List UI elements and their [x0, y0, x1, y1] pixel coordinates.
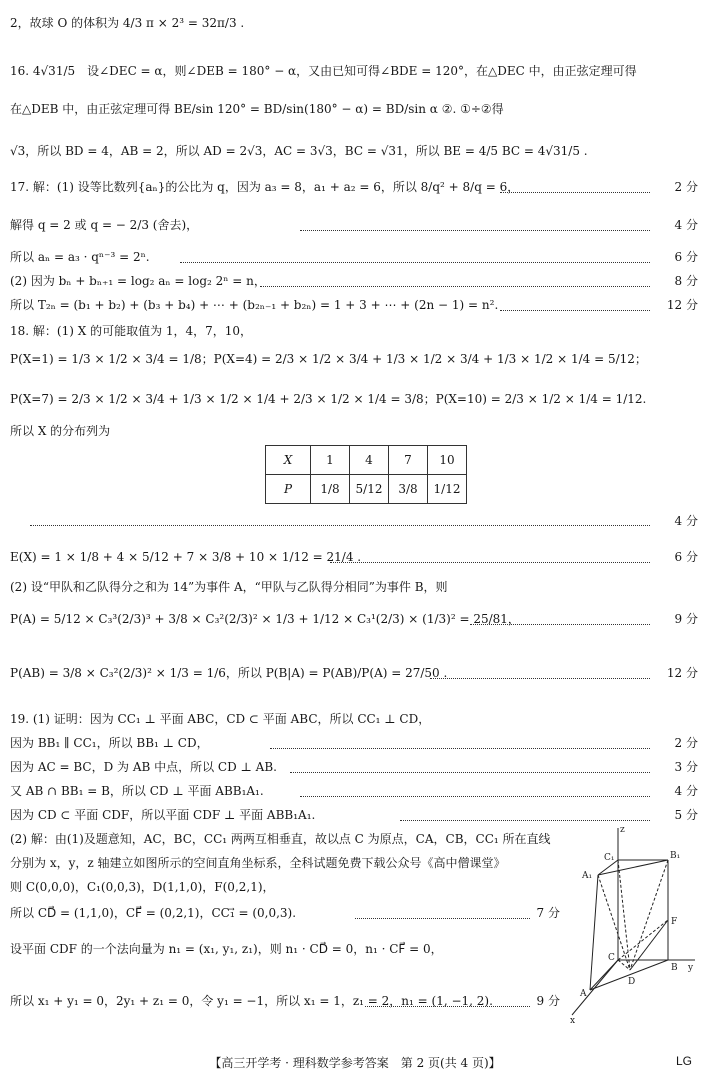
label-a1: A₁: [582, 871, 593, 881]
text-line: 所以 CD⃗ = (1,1,0)，CF⃗ = (0,2,1)，CC₁⃗ = (0,0,3).: [10, 906, 297, 920]
text-line: 则 C(0,0,0)，C₁(0,0,3)，D(1,1,0)，F(0,2,1)，: [10, 880, 275, 894]
score-label: 7 分: [531, 904, 560, 922]
score-label: 9 分: [669, 610, 698, 628]
text-line: 设平面 CDF 的一个法向量为 n₁ = (x₁, y₁, z₁)，则 n₁ · CD⃗ = 0，n₁ · CF⃗ = 0，: [10, 942, 443, 956]
table-cell: 1/8: [311, 475, 350, 504]
table-cell: 5/12: [350, 475, 389, 504]
label-a: A: [580, 989, 587, 999]
text-line: 又 AB ∩ BB₁ = B，所以 CD ⊥ 平面 ABB₁A₁.: [10, 784, 264, 798]
table-cell: 1: [311, 446, 350, 475]
text-line: (2) 解：由(1)及题意知，AC，BC，CC₁ 两两互相垂直，故以点 C 为原点，CA，CB，CC₁ 所在直线: [10, 832, 551, 846]
segment-cd: [618, 960, 630, 970]
text-line: 18. 解：(1) X 的可能取值为 1，4，7，10，: [10, 324, 253, 338]
table-row: [266, 446, 467, 475]
dotted-leader: [290, 772, 650, 773]
x-axis: [572, 960, 618, 1015]
label-b1: B₁: [670, 851, 681, 861]
text-line: 19. (1) 证明：因为 CC₁ ⊥ 平面 ABC，CD ⊂ 平面 ABC，所以 CC₁ ⊥ CD，: [10, 712, 431, 726]
text-line: 所以 X 的分布列为: [10, 424, 111, 438]
distribution-table: [265, 445, 467, 504]
table-row: [266, 475, 467, 504]
table-header-p: P: [266, 475, 311, 504]
text-line: 因为 CD ⊂ 平面 CDF，所以平面 CDF ⊥ 平面 ABB₁A₁.: [10, 808, 316, 822]
page-footer: 【高三开学考 · 理科数学参考答案 第 2 页(共 4 页)】: [209, 1056, 501, 1070]
dotted-leader: [430, 678, 650, 679]
text-line: 2，故球 O 的体积为 4/3 π × 2³ = 32π/3 .: [10, 16, 245, 30]
text-line: P(X=1) = 1/3 × 1/2 × 3/4 = 1/8；P(X=4) = 2/3 × 1/2 × 3/4 + 1/3 × 1/2 × 3/4 + 1/3 × 1/2 × 1/4 = 5/12；: [10, 352, 647, 366]
text-line: √3，所以 BD = 4，AB = 2，所以 AD = 2√3，AC = 3√3，BC = √31，所以 BE = 4/5 BC = 4√31/5 .: [10, 144, 588, 158]
dotted-leader: [330, 562, 650, 563]
dotted-leader: [500, 192, 650, 193]
score-label: 12 分: [661, 296, 698, 314]
score-label: 2 分: [669, 178, 698, 196]
dotted-leader: [300, 230, 650, 231]
text-line: 解得 q = 2 或 q = − 2/3 (舍去)，: [10, 218, 199, 232]
dotted-leader: [500, 310, 650, 311]
text-line: P(AB) = 3/8 × C₃²(2/3)² × 1/3 = 1/6，所以 P(B|A) = P(AB)/P(A) = 27/50 .: [10, 666, 448, 680]
label-x: x: [570, 1016, 576, 1025]
score-label: 2 分: [669, 734, 698, 752]
text-line: 因为 BB₁ ∥ CC₁，所以 BB₁ ⊥ CD，: [10, 736, 209, 750]
text-line: 因为 AC = BC，D 为 AB 中点，所以 CD ⊥ AB.: [10, 760, 277, 774]
label-z: z: [620, 825, 625, 835]
label-y: y: [688, 963, 694, 973]
text-line: 16. 4√31/5 设∠DEC = α，则∠DEB = 180° − α，又由已知可得∠BDE = 120°，在△DEC 中，由正弦定理可得: [10, 64, 637, 78]
score-label: 4 分: [669, 216, 698, 234]
label-d: D: [628, 977, 636, 987]
label-c1: C₁: [604, 853, 615, 863]
text-line: 17. 解：(1) 设等比数列{aₙ}的公比为 q，因为 a₃ = 8，a₁ + a₂ = 6，所以 8/q² + 8/q = 6，: [10, 180, 520, 194]
table-cell: 10: [428, 446, 467, 475]
label-c: C: [608, 953, 615, 963]
score-label: 9 分: [531, 992, 560, 1010]
table-cell: 1/12: [428, 475, 467, 504]
text-line: P(X=7) = 2/3 × 1/2 × 3/4 + 1/3 × 1/2 × 1/4 + 2/3 × 1/2 × 1/4 = 3/8；P(X=10) = 2/3 × 1/2 × 1/4 = 1/12.: [10, 392, 647, 406]
score-label: 4 分: [669, 512, 698, 530]
dashed-line: [630, 860, 668, 970]
text-line: P(A) = 5/12 × C₃³(2/3)³ + 3/8 × C₃²(2/3)² × 1/3 + 1/12 × C₃¹(2/3) × (1/3)² = 25/81，: [10, 612, 520, 626]
text-line: 分别为 x，y，z 轴建立如图所示的空间直角坐标系，全科试题免费下载公众号《高中僧课堂》: [10, 856, 506, 870]
footer-tag: LG: [675, 1054, 692, 1068]
dotted-leader: [355, 918, 540, 919]
dotted-leader: [270, 748, 650, 749]
text-line: 所以 aₙ = a₃ · qⁿ⁻³ = 2ⁿ.: [10, 250, 150, 264]
dotted-leader: [180, 262, 650, 263]
score-label: 12 分: [661, 664, 698, 682]
score-label: 4 分: [669, 782, 698, 800]
base-edge: [590, 960, 618, 990]
text-line: E(X) = 1 × 1/8 + 4 × 5/12 + 7 × 3/8 + 10 × 1/12 = 21/4 .: [10, 550, 362, 564]
label-f: F: [671, 917, 678, 927]
prism-edge: [590, 875, 598, 990]
text-line: (2) 因为 bₙ + bₙ₊₁ = log₂ aₙ = log₂ 2ⁿ = n，: [10, 274, 266, 288]
table-cell: 7: [389, 446, 428, 475]
text-line: 所以 x₁ + y₁ = 0，2y₁ + z₁ = 0，令 y₁ = −1，所以 x₁ = 1，z₁ = 2，n₁ = (1, −1, 2).: [10, 994, 493, 1008]
score-label: 5 分: [669, 806, 698, 824]
score-label: 8 分: [669, 272, 698, 290]
text-line: 在△DEB 中，由正弦定理可得 BE/sin 120° = BD/sin(180° − α) = BD/sin α ②. ①÷②得: [10, 102, 504, 116]
dotted-leader: [30, 525, 650, 526]
dotted-leader: [365, 1006, 540, 1007]
prism-figure: [560, 820, 700, 1025]
score-label: 6 分: [669, 248, 698, 266]
score-label: 3 分: [669, 758, 698, 776]
table-cell: 3/8: [389, 475, 428, 504]
label-b: B: [671, 963, 678, 973]
table-header-x: X: [266, 446, 311, 475]
text-line: (2) 设“甲队和乙队得分之和为 14”为事件 A，“甲队与乙队得分相同”为事件 B，则: [10, 580, 448, 594]
table-cell: 4: [350, 446, 389, 475]
dotted-leader: [470, 624, 650, 625]
dotted-leader: [260, 286, 650, 287]
text-line: 所以 T₂ₙ = (b₁ + b₂) + (b₃ + b₄) + ⋯ + (b₂ₙ₋₁ + b₂ₙ) = 1 + 3 + ⋯ + (2n − 1) = n².: [10, 298, 499, 312]
dotted-leader: [300, 796, 650, 797]
score-label: 6 分: [669, 548, 698, 566]
